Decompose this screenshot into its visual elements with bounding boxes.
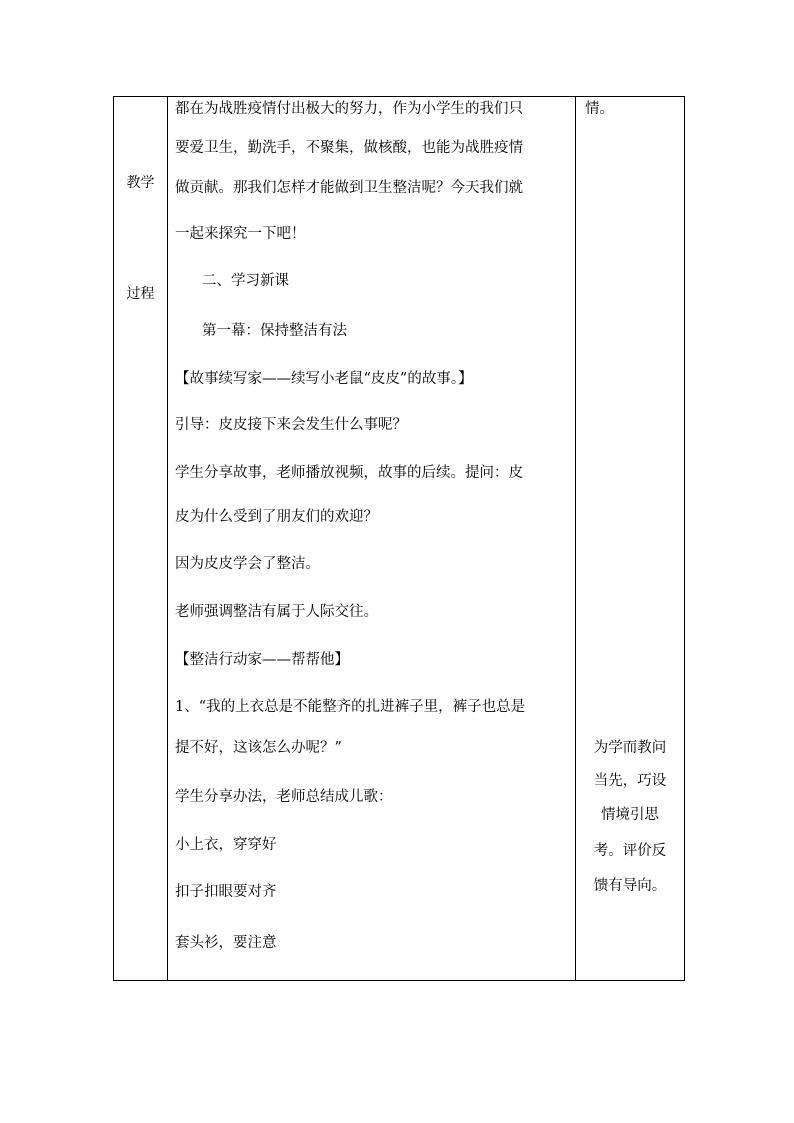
paragraph-line: 学生分享故事，老师播放视频，故事的后续。提问：皮 — [175, 465, 523, 481]
activity-heading: 【整洁行动家——帮帮他】 — [175, 652, 349, 668]
paragraph-line: 1、“我的上衣总是不能整齐的扎进裤子里，裤子也总是 — [175, 699, 526, 715]
paragraph-line: 老师强调整洁有属于人际交往。 — [175, 604, 378, 620]
lesson-plan-table — [113, 96, 685, 981]
note-line: 考。评价反 — [593, 843, 667, 859]
paragraph-line: 提不好，这该怎么办呢？” — [175, 740, 342, 756]
paragraph-line: 要爱卫生，勤洗手，不聚集，做核酸，也能为战胜疫情 — [175, 140, 523, 156]
activity-heading: 【故事续写家——续写小老鼠“皮皮”的故事。】 — [175, 371, 473, 387]
note-line: 当先，巧设 — [593, 773, 667, 789]
note-line: 为学而教问 — [593, 740, 667, 756]
scene-heading: 第一幕：保持整洁有法 — [202, 323, 347, 339]
paragraph-line: 一起来探究一下吧！ — [175, 226, 306, 242]
paragraph-line: 做贡献。那我们怎样才能做到卫生整洁呢？今天我们就 — [175, 180, 523, 196]
design-intent-cell — [576, 97, 685, 981]
paragraph-line: 皮为什么受到了朋友们的欢迎？ — [175, 509, 378, 525]
section-heading: 二、学习新课 — [202, 273, 289, 289]
paragraph-line: 都在为战胜疫情付出极大的努力，作为小学生的我们只 — [175, 101, 523, 117]
note-line: 情境引思 — [601, 807, 659, 823]
main-content-cell — [168, 97, 576, 981]
paragraph-line: 引导：皮皮接下来会发生什么事呢？ — [175, 417, 407, 433]
rhyme-line: 小上衣，穿穿好 — [175, 837, 277, 853]
rhyme-line: 套头衫，要注意 — [175, 935, 277, 951]
label-process: 过程 — [126, 286, 155, 302]
note-continuation: 情。 — [585, 101, 614, 117]
note-line: 馈有导向。 — [593, 878, 667, 894]
label-cell — [114, 97, 168, 981]
paragraph-line: 学生分享办法，老师总结成儿歌： — [175, 789, 393, 805]
rhyme-line: 扣子扣眼要对齐 — [175, 884, 277, 900]
label-teaching: 教学 — [126, 175, 155, 191]
paragraph-line: 因为皮皮学会了整洁。 — [175, 556, 320, 572]
table-row — [114, 97, 685, 981]
